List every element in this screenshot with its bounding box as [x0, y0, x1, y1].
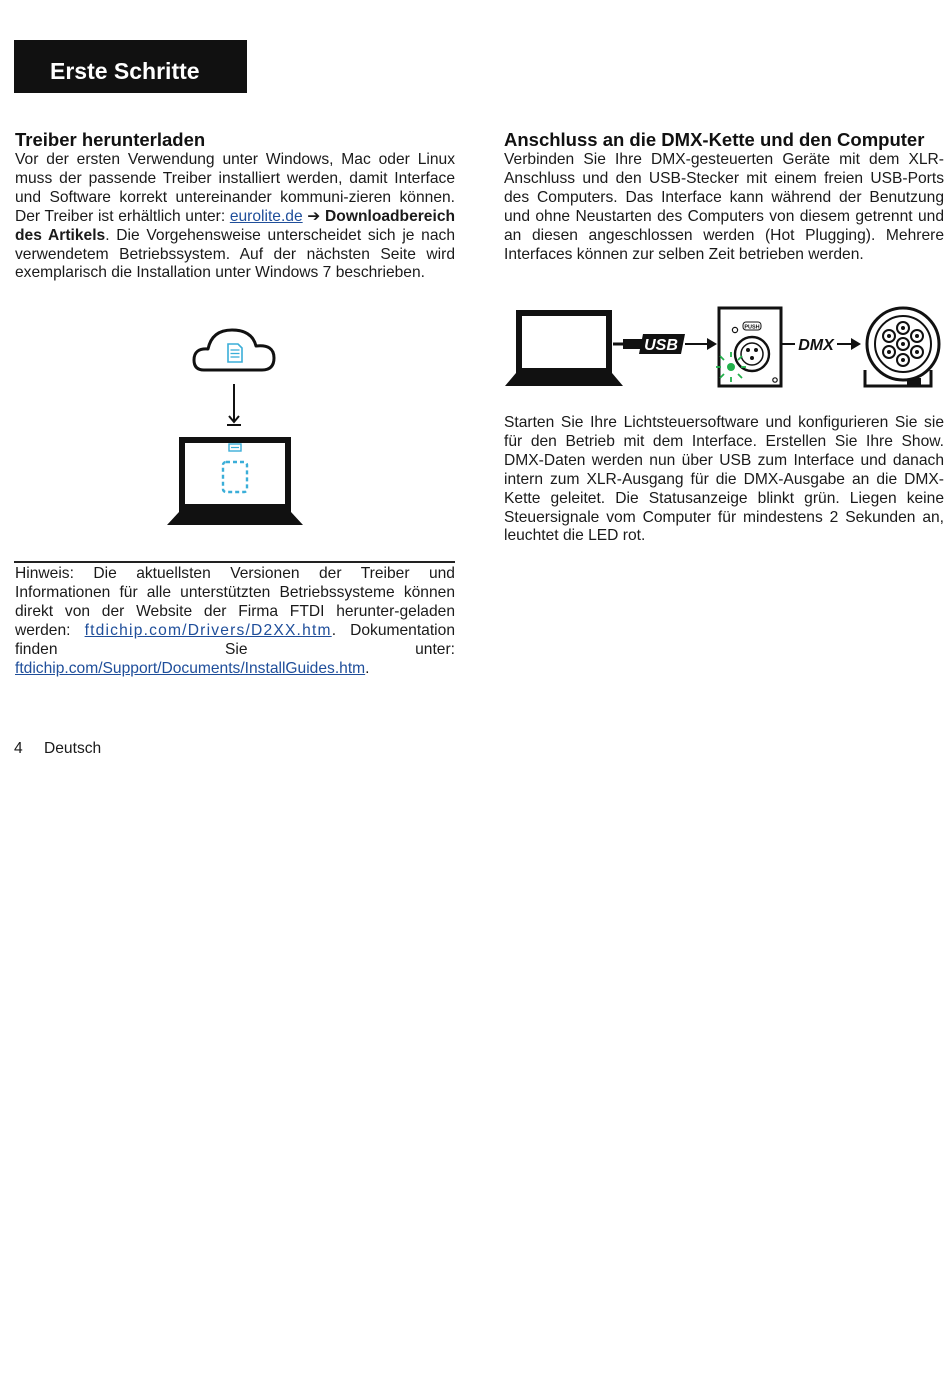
download-area-bold: Downloadbereich des Artikels — [15, 207, 456, 244]
note-paragraph — [15, 565, 455, 678]
software-paragraph: Starten Sie Ihre Lichtsteuersoftware und konfigurieren Sie sie für den Betrieb mit dem Interface. Erstellen Sie Ihre Show. DMX-Daten werden nun über USB zum Interface und danach intern zum XLR-Ausgang für die DMX-Ausgabe an die DMX-Kette geleitet. Die Statusanzeige blinkt grün. Liegen keine Steuersignale vom Computer für mindestens 2 Sekunden an, leuchtet die LED rot. — [504, 414, 944, 545]
section-title: Erste Schritte — [50, 58, 200, 84]
download-arrow-icon — [227, 384, 241, 425]
page-number: 4 — [14, 740, 23, 757]
connection-paragraph: Verbinden Sie Ihre DMX-gesteuerten Geräte mit dem XLR-Anschluss und den USB-Stecker mit einem freien USB-Ports des Computers. Das Interface kann während der Benutzung und ohne Neustarten des Computers von diesem getrennt und an diesen angeschlossen werden (Hot Plugging). Mehrere Interfaces können zur selben Zeit betrieben werden. — [504, 151, 944, 263]
note-text-3: . — [365, 659, 370, 677]
left-heading: Treiber herunterladen — [15, 129, 206, 150]
eurolite-link[interactable]: eurolite.de — [229, 207, 303, 225]
language-label: Deutsch — [44, 740, 102, 757]
usb-label: USB — [644, 337, 678, 354]
push-label: PUSH — [744, 324, 760, 331]
usb-cable-icon — [613, 334, 717, 354]
dmx-label: DMX — [798, 337, 834, 354]
page-footer — [14, 740, 101, 758]
ftdi-docs-link[interactable]: ftdichip.com/Support/Documents/InstallGuides.htm — [15, 659, 366, 677]
computer-icon — [505, 310, 623, 386]
note-text-2: . Dokumentation finden Sie unter: — [15, 621, 455, 658]
driver-paragraph — [15, 151, 455, 283]
arrow-glyph: ➔ — [302, 207, 326, 225]
document-icon — [228, 344, 242, 362]
right-heading: Anschluss an die DMX-Kette und den Computer — [504, 129, 925, 150]
interface-box-icon — [719, 308, 781, 386]
section-header — [14, 40, 247, 93]
note-divider — [14, 561, 455, 563]
led-par-fixture-icon — [865, 308, 939, 386]
ftdi-drivers-link[interactable]: ftdichip.com/Drivers/D2XX.htm — [84, 621, 332, 639]
laptop-icon — [167, 437, 303, 525]
status-led-icon — [716, 352, 746, 382]
download-illustration — [160, 320, 310, 535]
driver-text-2: . Die Vorgehensweise unterscheidet sich je nach verwendetem Betriebssystem. Auf der nächsten Seite wird exemplarisch die Installation unter Windows 7 beschrieben. — [15, 226, 455, 282]
driver-text: Vor der ersten Verwendung unter Windows, Mac oder Linux muss der passende Treiber installiert werden, damit Interface und Software korrekt untereinander kommuni-zieren können. Der Treiber ist erhältlich unter: — [15, 151, 455, 225]
dmx-connection-diagram — [503, 300, 945, 398]
dmx-cable-icon — [781, 337, 861, 354]
note-text: Hinweis: Die aktuellsten Versionen der Treiber und Informationen für alle unterstützten Betriebssysteme können direkt von der Website der Firma FTDI herunter-geladen werden: — [15, 565, 455, 639]
